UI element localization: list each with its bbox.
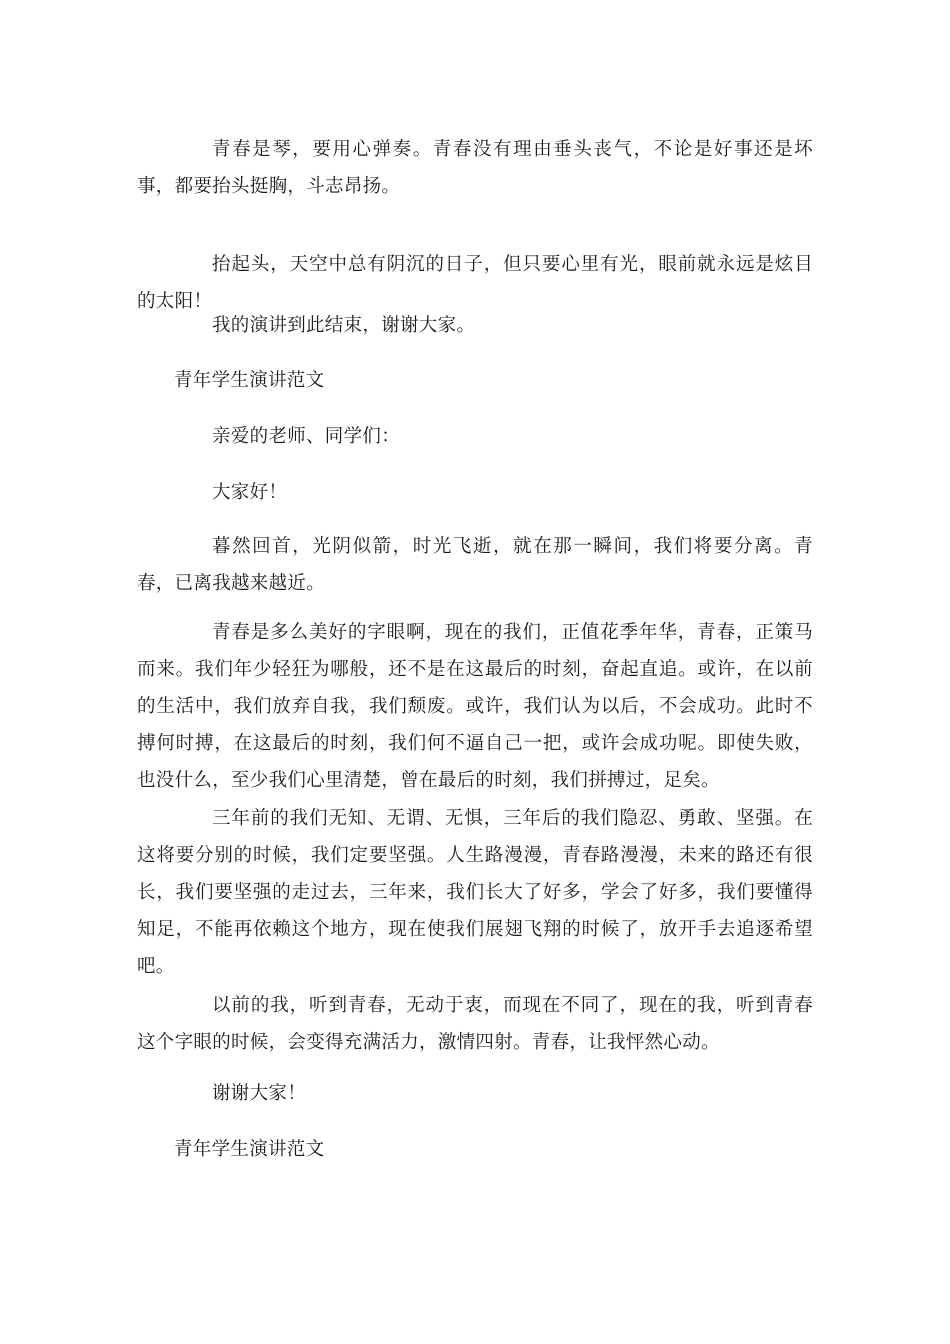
paragraph-5: 青春是多么美好的字眼啊，现在的我们，正值花季年华，青春，正策马而来。我们年少轻狂为哪般，还不是在这最后的时刻，奋起直追。或许，在以前的生活中，我们放弃自我，我们颓废。或许，我们认为以后，不会成功。此时不搏何时搏，在这最后的时刻，我们何不逼自己一把，或许会成功呢。即使失败，也没什么，至少我们心里清楚，曾在最后的时刻，我们拼搏过，足矣。 bbox=[137, 622, 813, 791]
salutation: 亲爱的老师、同学们： bbox=[212, 426, 401, 447]
paragraph-6: 三年前的我们无知、无谓、无惧，三年后的我们隐忍、勇敢、坚强。在这将要分别的时候，我们定要坚强。人生路漫漫，青春路漫漫，未来的路还有很长，我们要坚强的走过去，三年来，我们长大了好多，学会了好多，我们要懂得知足，不能再依赖这个地方，现在使我们展翅飞翔的时候了，放开手去追逐希望吧。 bbox=[137, 808, 813, 977]
greeting: 大家好！ bbox=[212, 482, 288, 503]
section-heading-2: 青年学生演讲范文 bbox=[174, 1139, 325, 1160]
paragraph-2: 抬起头，天空中总有阴沉的日子，但只要心里有光，眼前就永远是炫目的太阳！ bbox=[137, 254, 813, 312]
paragraph-3: 我的演讲到此结束，谢谢大家。 bbox=[212, 315, 476, 336]
section-heading-1: 青年学生演讲范文 bbox=[174, 370, 325, 391]
paragraph-4: 暮然回首，光阴似箭，时光飞逝，就在那一瞬间，我们将要分离。青春，已离我越来越近。 bbox=[137, 536, 813, 594]
paragraph-7: 以前的我，听到青春，无动于衷，而现在不同了，现在的我，听到青春这个字眼的时候，会变得充满活力，激情四射。青春，让我怦然心动。 bbox=[137, 995, 813, 1053]
closing-thanks: 谢谢大家！ bbox=[212, 1083, 307, 1104]
paragraph-1: 青春是琴，要用心弹奏。青春没有理由垂头丧气，不论是好事还是坏事，都要抬头挺胸，斗志昂扬。 bbox=[137, 139, 813, 197]
